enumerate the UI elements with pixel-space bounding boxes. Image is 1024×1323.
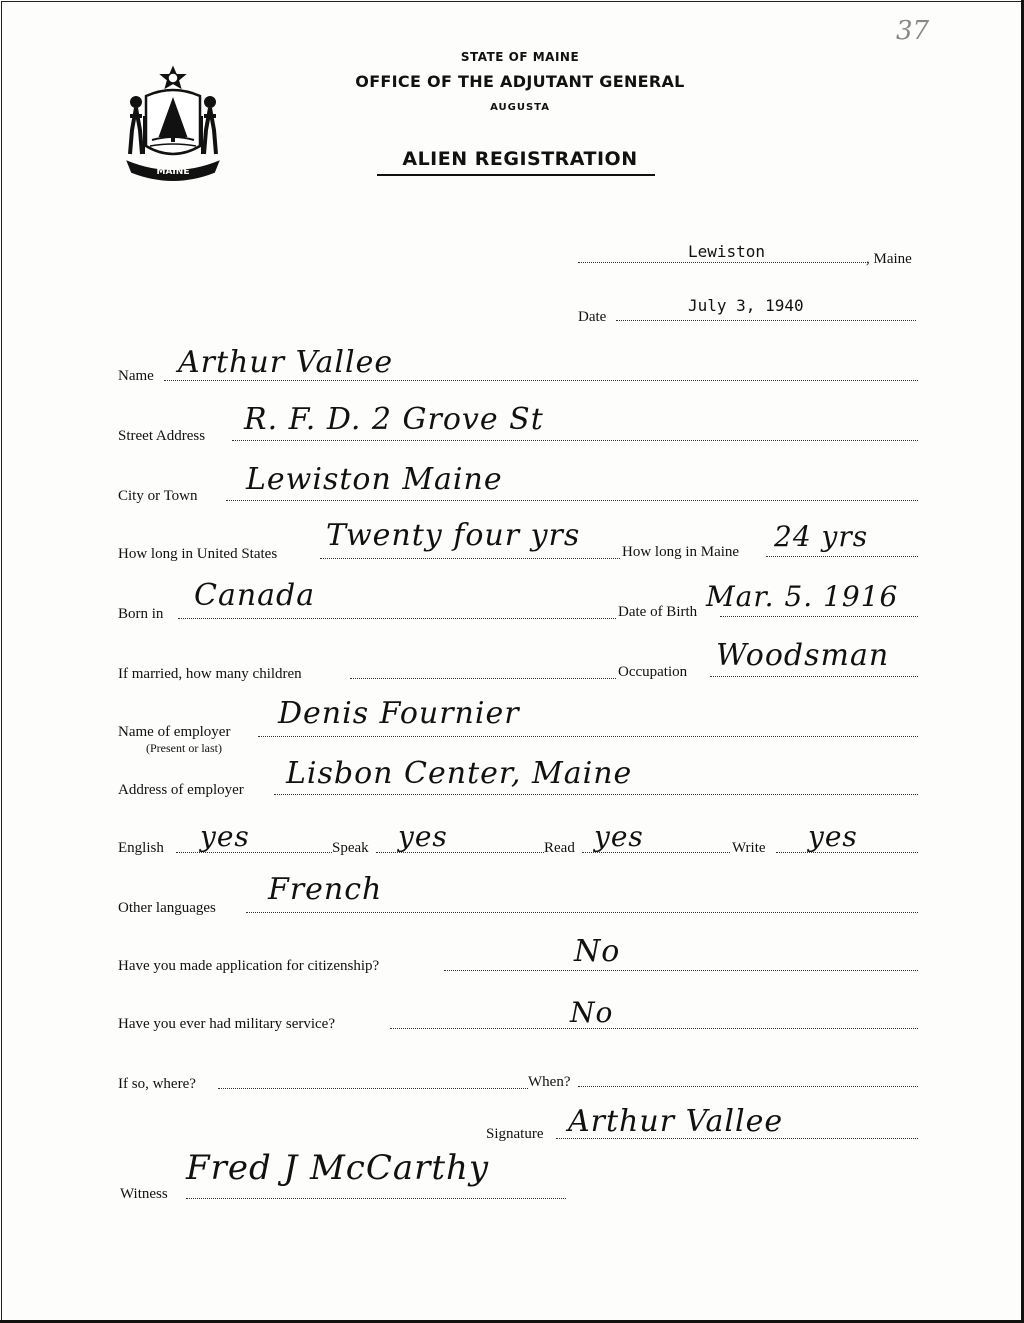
read-label: Read bbox=[544, 840, 575, 856]
town-line bbox=[578, 262, 866, 263]
other-languages-value: French bbox=[268, 872, 383, 907]
how-long-us-line bbox=[320, 558, 620, 559]
military-value: No bbox=[570, 996, 614, 1029]
employer-name-value: Denis Fournier bbox=[278, 696, 520, 731]
speak-label: Speak bbox=[332, 840, 369, 856]
name-label: Name bbox=[118, 368, 154, 384]
speak-value: yes bbox=[398, 820, 448, 853]
how-long-maine-label: How long in Maine bbox=[622, 544, 740, 560]
date-label: Date bbox=[578, 309, 607, 325]
signature-value: Arthur Vallee bbox=[568, 1104, 784, 1139]
signature-label: Signature bbox=[486, 1126, 544, 1142]
military-question: Have you ever had military service? bbox=[118, 1016, 335, 1032]
date-value: July 3, 1940 bbox=[688, 296, 804, 315]
english-value: yes bbox=[200, 820, 250, 853]
employer-name-sublabel: (Present or last) bbox=[146, 741, 222, 755]
street-address-value: R. F. D. 2 Grove St bbox=[244, 402, 544, 437]
page-number: 37 bbox=[896, 16, 930, 46]
read-value: yes bbox=[594, 820, 644, 853]
city-label: City or Town bbox=[118, 488, 198, 504]
header-city: AUGUSTA bbox=[490, 102, 550, 113]
born-in-line bbox=[178, 618, 616, 619]
how-long-us-value: Twenty four yrs bbox=[326, 518, 581, 553]
other-languages-label: Other languages bbox=[118, 900, 216, 916]
header-office: OFFICE OF THE ADJUTANT GENERAL bbox=[355, 72, 685, 91]
children-label: If married, how many children bbox=[118, 666, 302, 682]
date-of-birth-value: Mar. 5. 1916 bbox=[706, 580, 899, 613]
when-label: When? bbox=[528, 1074, 571, 1090]
date-of-birth-line bbox=[720, 616, 918, 617]
state-seal-icon bbox=[122, 64, 224, 186]
occupation-value: Woodsman bbox=[716, 638, 890, 673]
children-line bbox=[350, 678, 616, 679]
title-underline bbox=[377, 174, 655, 176]
witness-line bbox=[186, 1198, 566, 1199]
military-line bbox=[390, 1028, 918, 1029]
maine-suffix: , Maine bbox=[866, 251, 912, 267]
header-state: STATE OF MAINE bbox=[460, 50, 580, 64]
city-value: Lewiston Maine bbox=[246, 462, 503, 497]
employer-name-line bbox=[258, 736, 918, 737]
form-title: ALIEN REGISTRATION bbox=[402, 148, 638, 170]
other-languages-line bbox=[246, 912, 918, 913]
citizenship-question: Have you made application for citizenship? bbox=[118, 958, 380, 974]
employer-address-line bbox=[274, 794, 918, 795]
how-long-us-label: How long in United States bbox=[118, 546, 278, 562]
citizenship-line bbox=[444, 970, 918, 971]
employer-name-label: Name of employer bbox=[118, 724, 231, 740]
occupation-line bbox=[710, 676, 918, 677]
employer-address-value: Lisbon Center, Maine bbox=[286, 756, 633, 791]
witness-value: Fred J McCarthy bbox=[186, 1148, 490, 1188]
if-so-where-label: If so, where? bbox=[118, 1076, 196, 1092]
name-value: Arthur Vallee bbox=[178, 345, 394, 380]
write-label: Write bbox=[732, 840, 766, 856]
english-label: English bbox=[118, 840, 164, 856]
how-long-maine-line bbox=[766, 556, 918, 557]
svg-text:MAINE: MAINE bbox=[156, 167, 190, 177]
when-line bbox=[578, 1086, 918, 1087]
date-line bbox=[616, 320, 916, 321]
name-line bbox=[164, 380, 918, 381]
born-in-value: Canada bbox=[194, 578, 316, 613]
write-value: yes bbox=[808, 820, 858, 853]
occupation-label: Occupation bbox=[618, 664, 688, 680]
employer-address-label: Address of employer bbox=[118, 782, 244, 798]
how-long-maine-value: 24 yrs bbox=[774, 520, 869, 553]
city-line bbox=[226, 500, 918, 501]
born-in-label: Born in bbox=[118, 606, 164, 622]
witness-label: Witness bbox=[120, 1186, 168, 1202]
street-address-label: Street Address bbox=[118, 428, 206, 444]
street-address-line bbox=[232, 440, 918, 441]
town-value: Lewiston bbox=[688, 242, 766, 261]
date-of-birth-label: Date of Birth bbox=[618, 604, 698, 620]
citizenship-value: No bbox=[574, 934, 621, 969]
if-so-where-line bbox=[218, 1088, 528, 1089]
